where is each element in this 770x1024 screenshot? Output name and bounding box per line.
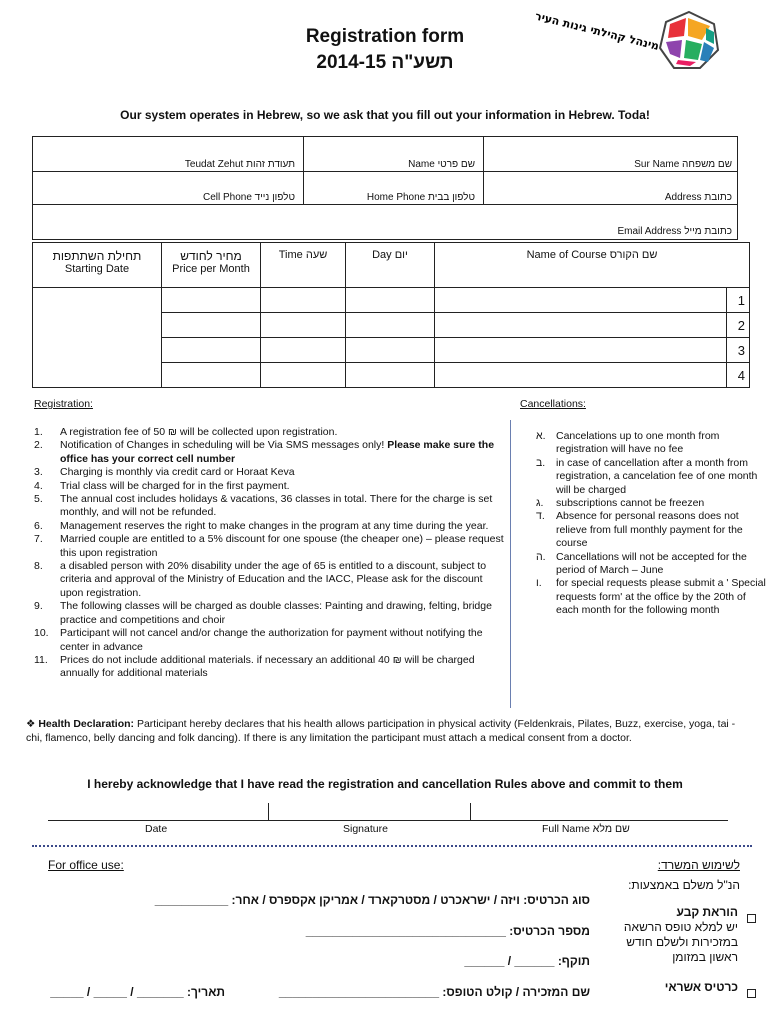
- health-declaration: [26, 718, 746, 745]
- card-type-field[interactable]: סוג הכרטיס: ויזה / ישראכרט / מסטרקארד / אמריקן אקספרס / אחר: ___________: [154, 893, 590, 907]
- health-label: Health Declaration:: [38, 718, 135, 730]
- list-item: 4. Trial class will be charged for in the first payment.: [34, 479, 290, 492]
- intro-text: Our system operates in Hebrew, so we ask that you fill out your information in Hebrew. Toda!: [120, 108, 650, 122]
- course-cell[interactable]: [435, 363, 727, 388]
- start-date-cell[interactable]: [33, 288, 162, 388]
- cell-phone-field[interactable]: Cell Phone טלפון נייד: [202, 192, 295, 203]
- full-name-field[interactable]: Full Name שם מלא: [542, 823, 630, 835]
- signature-divider: [268, 803, 269, 821]
- price-cell[interactable]: [162, 338, 261, 363]
- day-cell[interactable]: [346, 313, 435, 338]
- col-day: Day יום: [346, 243, 435, 288]
- email-field[interactable]: Email Address כתובת מייל: [617, 226, 732, 237]
- list-item: ו. for special requests please submit a ' Special requests form' at the office by the 20th of each month for the following month: [536, 577, 766, 617]
- standing-order-note: ראשון במזומן: [672, 950, 738, 964]
- address-field[interactable]: Address כתובת: [664, 192, 732, 203]
- first-name-field[interactable]: Name שם פרטי: [408, 159, 475, 170]
- health-text: Participant hereby declares that his health allows participation in physical activity (Feldenkrais, Pilates, Buzz, exercise, yoga, tai - chi, flamenco, belly dancing and folk dancing). If there is any limitation the participant must attach a medical consent from a doctor.: [26, 718, 736, 744]
- cancellations-heading: Cancellations:: [520, 398, 586, 410]
- logo-text: [533, 9, 661, 90]
- svg-text:מינהל קהילתי גינות העיר: מינהל קהילתי גינות העיר: [533, 9, 661, 53]
- row-number: 3: [727, 338, 750, 363]
- expiry-field[interactable]: תוקף: ______ / ______: [464, 954, 590, 968]
- col-price: מחיר לחודש Price per Month: [162, 243, 261, 288]
- day-cell[interactable]: [346, 363, 435, 388]
- office-use-label: For office use:: [48, 858, 124, 872]
- list-item: 7. Married couple are entitled to a 5% discount for one spouse (the cheaper one) – please request this upon registration: [34, 533, 504, 559]
- credit-card-checkbox[interactable]: [747, 985, 756, 1003]
- table-row: [33, 288, 750, 313]
- diamond-bullet-icon: ❖: [26, 718, 36, 730]
- list-item: 8. a disabled person with 20% disability under the age of 65 is entitled to a discount, subject to criteria and approval of the Ministry of Education and the IACC, Please ask for the discount upon registration.: [34, 560, 487, 599]
- course-cell[interactable]: [435, 313, 727, 338]
- column-divider: [510, 420, 511, 708]
- registration-heading: Registration:: [34, 398, 93, 410]
- seller-field[interactable]: שם המזכירה / קולט הטופס: ________________________: [278, 985, 590, 999]
- personal-info-box: [32, 136, 738, 240]
- card-number-field[interactable]: מספר הכרטיס: ______________________________: [305, 924, 590, 938]
- dotted-separator: [32, 845, 752, 847]
- standing-order-checkbox[interactable]: [747, 910, 756, 928]
- col-time: Time שעה: [261, 243, 346, 288]
- registration-list: [34, 426, 504, 681]
- day-cell[interactable]: [346, 288, 435, 313]
- acknowledge-text: I hereby acknowledge that I have read the registration and cancellation Rules above and commit to them: [87, 777, 683, 791]
- cancellations-list: [530, 430, 770, 618]
- office-date-field[interactable]: תאריך: _______ / _____ / _____: [50, 985, 225, 999]
- surname-field[interactable]: Sur Name שם משפחה: [634, 159, 732, 170]
- page-subtitle: תשע"ה 2014-15: [316, 52, 454, 73]
- course-cell[interactable]: [435, 288, 727, 313]
- row-number: 1: [727, 288, 750, 313]
- logo: [658, 10, 720, 72]
- office-use-label-he: לשימוש המשרד:: [657, 858, 740, 872]
- logo-mosaic-icon: [658, 10, 720, 72]
- day-cell[interactable]: [346, 338, 435, 363]
- list-item: 2. Notification of Changes in scheduling will be Via SMS messages only! Please make sure the office has your correct cell number: [34, 439, 495, 465]
- list-item: 9. The following classes will be charged as double classes: Painting and drawing, felting, bridge practice and competitions and choir: [34, 600, 492, 626]
- list-item: 3. Charging is monthly via credit card or Horaat Keva: [34, 466, 295, 479]
- list-item: ה. Cancellations will not be accepted for the period of March – June: [536, 550, 747, 577]
- price-cell[interactable]: [162, 363, 261, 388]
- time-cell[interactable]: [261, 313, 346, 338]
- list-item: ג. subscriptions cannot be freezen: [536, 497, 705, 510]
- course-table-header: [33, 243, 750, 288]
- list-item: 6. Management reserves the right to make changes in the program at any time during the year.: [34, 519, 489, 532]
- time-cell[interactable]: [261, 363, 346, 388]
- col-course: Name of Course שם הקורס: [435, 243, 750, 288]
- signature-divider: [470, 803, 471, 821]
- date-field[interactable]: Date: [145, 823, 168, 835]
- price-cell[interactable]: [162, 288, 261, 313]
- credit-card-label: כרטיס אשראי: [664, 980, 738, 994]
- signature-line: [48, 820, 728, 821]
- paid-via-label: הנ"ל משלם באמצעות:: [628, 878, 740, 892]
- row-number: 2: [727, 313, 750, 338]
- time-cell[interactable]: [261, 338, 346, 363]
- time-cell[interactable]: [261, 288, 346, 313]
- list-item: ב. in case of cancellation after a month from registration, a cancelation fee of one month will be charged: [536, 456, 758, 496]
- col-start-date: תחילת השתתפות Starting Date: [33, 243, 162, 288]
- list-item: 5. The annual cost includes holidays & vacations, 36 classes in total. There for the charge is set monthly, and will not be refunded.: [34, 493, 493, 519]
- standing-order-note: במזכירות ולשלם חודש: [626, 935, 738, 949]
- list-item: ד. Absence for personal reasons does not relieve from full monthly payment for the course: [536, 510, 743, 550]
- course-table: [32, 242, 750, 388]
- list-item: 10. Participant will not cancel and/or change the authorization for payment without notifying the center in advance: [34, 627, 483, 653]
- price-cell[interactable]: [162, 313, 261, 338]
- standing-order-label: הוראת קבע: [676, 905, 738, 919]
- course-cell[interactable]: [435, 338, 727, 363]
- list-item: 11. Prices do not include additional materials. if necessary an additional 40 ₪ will be charged annually for additional materials: [34, 653, 475, 680]
- row-number: 4: [727, 363, 750, 388]
- teudat-zehut-field[interactable]: Teudat Zehut תעודת זהות: [184, 159, 295, 170]
- home-phone-field[interactable]: Home Phone טלפון בבית: [366, 192, 475, 203]
- page-title: Registration form: [305, 26, 465, 47]
- standing-order-note: יש למלא טופס הרשאה: [623, 920, 738, 934]
- signature-field[interactable]: Signature: [343, 823, 388, 835]
- list-item: 1. A registration fee of 50 ₪ will be collected upon registration.: [34, 426, 338, 438]
- list-item: א. Cancelations up to one month from registration will have no fee: [536, 430, 720, 456]
